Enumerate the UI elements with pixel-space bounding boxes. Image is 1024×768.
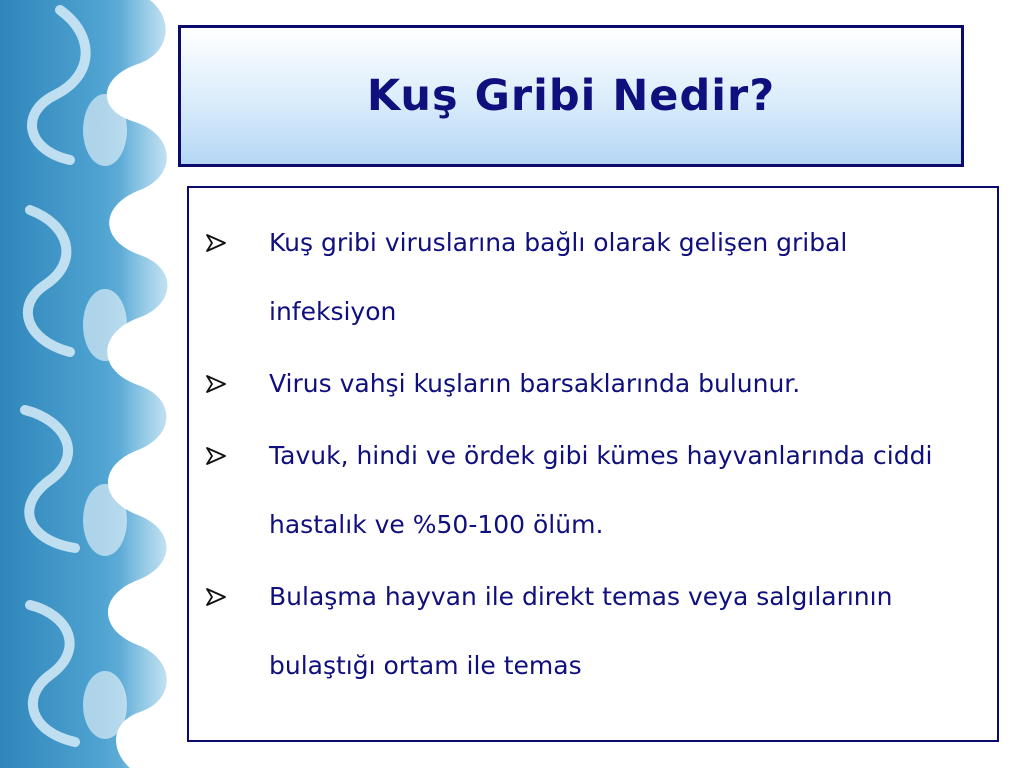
bullet-item [203,208,967,346]
arrow-bullet-icon [205,421,229,490]
bullet-item [203,421,967,559]
slide-title: Kuş Gribi Nedir? [366,71,776,121]
arrow-bullet-icon [205,562,229,631]
title-box [178,25,964,167]
bullet-list [203,208,967,700]
arrow-bullet-icon [205,208,229,277]
arrow-bullet-icon [205,349,229,418]
bullet-text: Virus vahşi kuşların barsaklarında bulunur. [269,369,801,398]
bullet-item [203,349,967,418]
bullet-text: Bulaşma hayvan ile direkt temas veya salgılarının bulaştığı ortam ile temas [269,582,893,680]
bullet-text: Tavuk, hindi ve ördek gibi kümes hayvanlarında ciddi hastalık ve %50-100 ölüm. [269,441,933,539]
bullet-item [203,562,967,700]
bullet-text: Kuş gribi viruslarına bağlı olarak gelişen gribal infeksiyon [269,228,848,326]
content-box [187,186,999,742]
